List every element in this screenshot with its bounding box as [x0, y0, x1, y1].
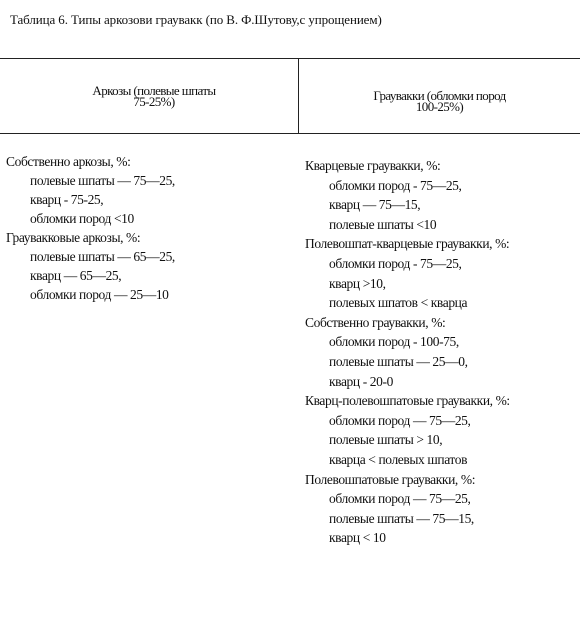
- composition-item: обломки пород <10: [30, 211, 134, 226]
- composition-item: обломки пород — 75—25,: [329, 412, 471, 428]
- composition-item: кварц — 75—15,: [329, 197, 421, 213]
- composition-item: обломки пород - 75—25,: [329, 255, 462, 271]
- composition-item: полевые шпаты <10: [329, 216, 437, 232]
- composition-item: кварц < 10: [329, 530, 386, 546]
- composition-item: кварц — 65—25,: [30, 268, 122, 283]
- rock-type-title: Собственно аркозы, %:: [6, 154, 131, 169]
- rock-type-group: [305, 313, 577, 391]
- rock-type-title: Кварцевые граувакки, %:: [305, 158, 441, 173]
- rock-type-title: Полевошпатовые граувакки, %:: [305, 471, 476, 487]
- composition-item: обломки пород — 75—25,: [329, 491, 471, 507]
- rock-type-group: [6, 228, 296, 304]
- rock-type-group: [305, 156, 577, 234]
- composition-item: кварца < полевых шпатов: [329, 451, 468, 467]
- column-header-line: Граувакки (обломки пород: [373, 88, 506, 103]
- composition-item: кварц - 75-25,: [30, 192, 104, 207]
- column-header-line: Аркозы (полевые шпаты: [92, 83, 216, 98]
- composition-item: полевые шпаты > 10,: [329, 432, 443, 448]
- rock-type-group: [305, 470, 577, 548]
- composition-item: полевые шпаты — 65—25,: [30, 249, 175, 264]
- composition-item: полевые шпаты — 25—0,: [329, 353, 468, 369]
- composition-item: кварц - 20-0: [329, 373, 393, 389]
- rock-type-group: [305, 391, 577, 469]
- composition-item: обломки пород - 100-75,: [329, 334, 459, 350]
- graywackes-column: [305, 156, 577, 548]
- composition-item: кварц >10,: [329, 275, 386, 291]
- table-caption: Таблица 6. Типы аркозови граувакк (по В. Ф.Шутову,с упрощением): [10, 12, 382, 27]
- table-top-rule: [0, 58, 580, 59]
- composition-item: полевых шпатов < кварца: [329, 295, 468, 311]
- column-header-graywackes: [299, 90, 580, 112]
- rock-type-title: Собственно граувакки, %:: [305, 314, 446, 330]
- composition-item: полевые шпаты — 75—25,: [30, 173, 175, 188]
- rock-type-group: [305, 234, 577, 312]
- header-bottom-rule: [0, 133, 580, 134]
- rock-type-title: Граувакковые аркозы, %:: [6, 230, 141, 245]
- column-header-arkoses: [10, 85, 298, 107]
- composition-item: полевые шпаты — 75—15,: [329, 510, 474, 526]
- rock-type-title: Полевошпат-кварцевые граувакки, %:: [305, 236, 510, 252]
- arkoses-column: [6, 152, 296, 304]
- composition-item: обломки пород - 75—25,: [329, 177, 462, 193]
- rock-type-title: Кварц-полевошпатовые граувакки, %:: [305, 393, 510, 409]
- rock-type-group: [6, 152, 296, 228]
- column-header-line: 100-25%): [415, 99, 464, 114]
- column-header-line: 75-25%): [133, 94, 175, 109]
- composition-item: обломки пород — 25—10: [30, 287, 169, 302]
